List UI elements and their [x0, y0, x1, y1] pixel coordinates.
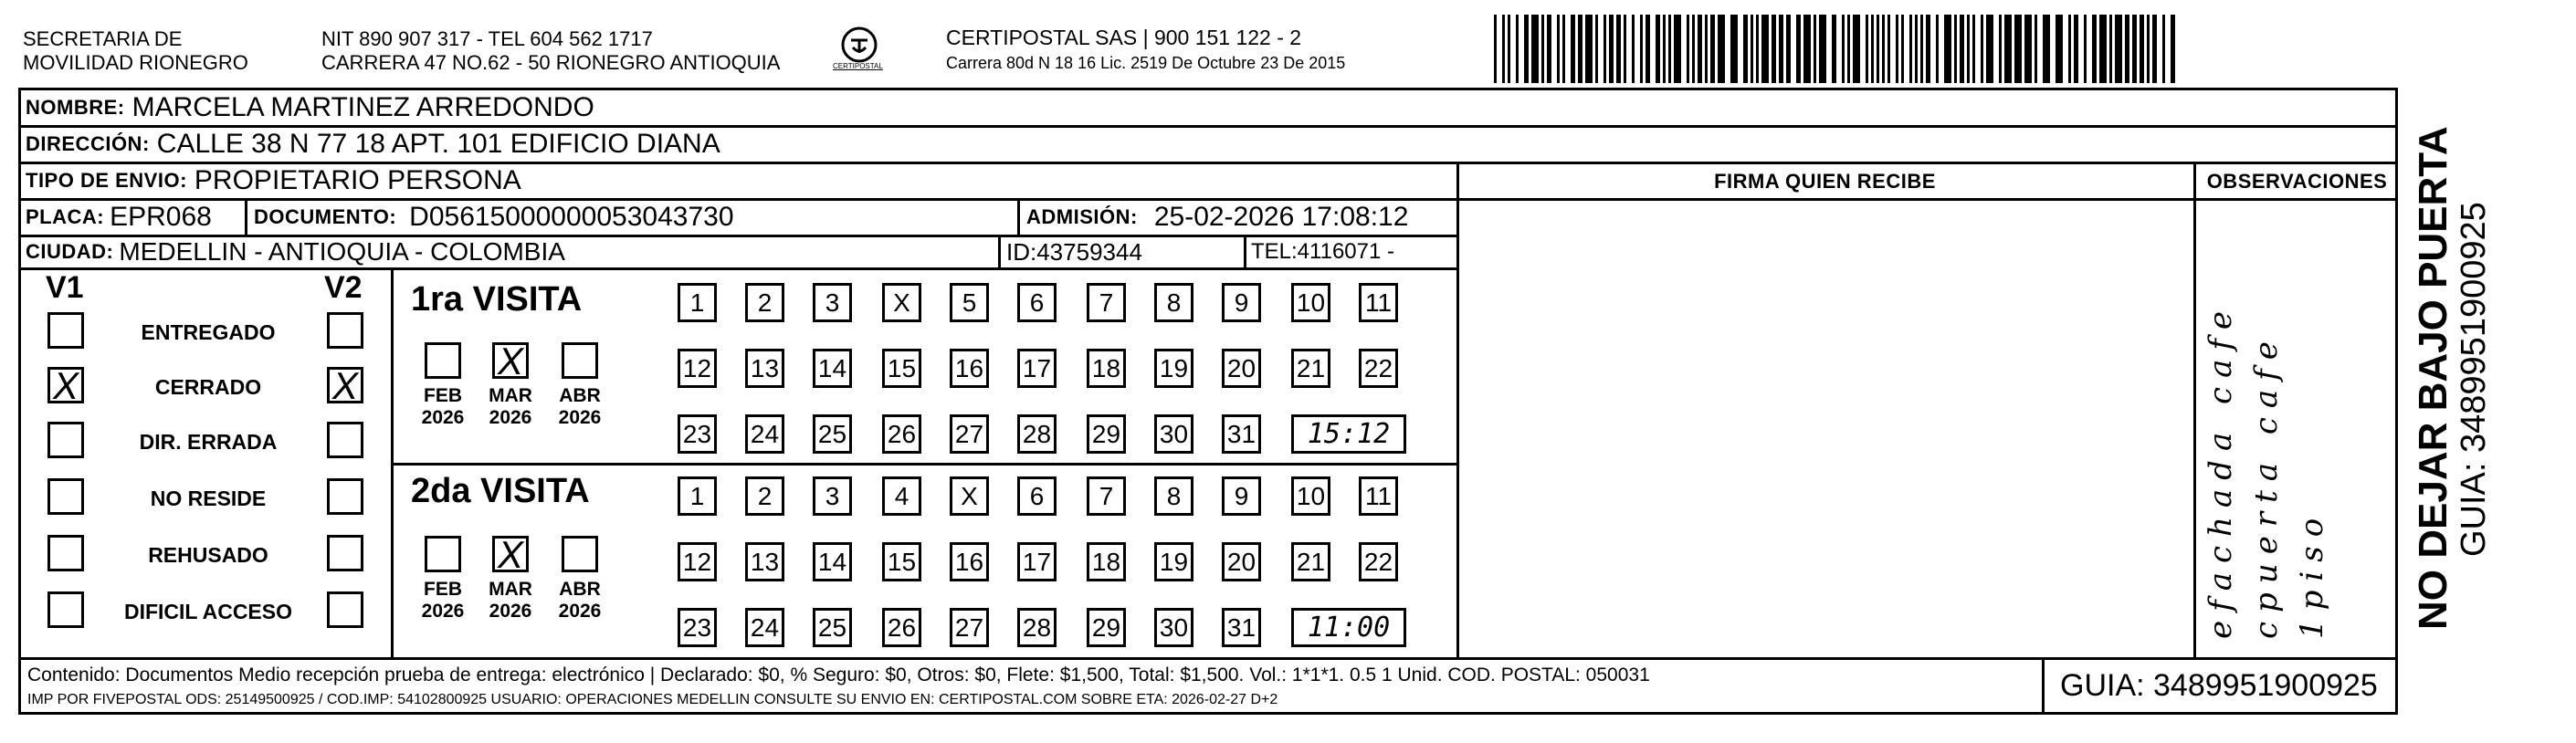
- second-visit-day-box: 2: [745, 476, 784, 516]
- v1-status-checkbox: X: [47, 367, 84, 403]
- first-visit-time-box: 15:12: [1291, 414, 1406, 454]
- barcode-bar: [1508, 15, 1510, 83]
- tel-value: TEL:4116071 -: [1251, 239, 1394, 264]
- barcode-bar: [2140, 15, 2144, 83]
- barcode-bar: [1562, 15, 1565, 83]
- barcode-bar: [1796, 15, 1801, 83]
- barcode-bar: [2147, 15, 2150, 83]
- first-visit-day-box: 13: [745, 349, 784, 388]
- second-visit-day-box: 6: [1017, 476, 1057, 516]
- carrier-name: CERTIPOSTAL SAS | 900 151 122 - 2: [946, 26, 1302, 49]
- second-visit-day-box: 14: [813, 542, 852, 581]
- first-visit-month-year: 2026: [421, 407, 465, 428]
- certipostal-logo-text: CERTIPOSTAL: [833, 62, 883, 70]
- v2-label: V2: [324, 270, 363, 305]
- tipo-value: PROPIETARIO PERSONA: [194, 165, 521, 195]
- barcode-bar: [1502, 15, 1505, 83]
- barcode-bar: [1743, 15, 1748, 83]
- ciudad-value: MEDELLIN - ANTIOQUIA - COLOMBIA: [119, 237, 565, 266]
- second-visit-month-year: 2026: [421, 601, 465, 622]
- barcode-bar: [1960, 15, 1964, 83]
- v2-status-checkbox: [327, 591, 363, 628]
- second-visit-day-box: 10: [1291, 476, 1330, 516]
- first-visit-day-box: 12: [678, 349, 717, 388]
- first-visit-month-name: FEB: [424, 385, 462, 406]
- barcode-bar: [1603, 15, 1606, 83]
- footer-imp: IMP POR FIVEPOSTAL ODS: 25149500925 / COD.IMP: 54102800925 USUARIO: OPERACIONES MEDELLIN CONSULTE SU ENVIO EN: CERTIPOSTAL.COM SOBRE ETA: 2026-02-27 D+2: [27, 692, 1278, 707]
- second-visit-day-box: 26: [882, 608, 921, 647]
- first-visit-day-box: 7: [1087, 283, 1126, 322]
- first-visit-day-box: 29: [1087, 414, 1126, 454]
- admision-label: ADMISIÓN:: [1026, 205, 1138, 228]
- first-visit-day-box: 30: [1154, 414, 1193, 454]
- v2-status-checkbox: [327, 478, 363, 515]
- second-visit-day-box: 24: [745, 608, 784, 647]
- v2-status-checkbox: X: [327, 367, 363, 403]
- sender-contact: [321, 27, 780, 75]
- second-visit-day-box: 15: [882, 542, 921, 581]
- barcode-bar: [1920, 15, 1923, 83]
- nombre-value: MARCELA MARTINEZ ARREDONDO: [131, 92, 594, 122]
- barcode-bar: [2074, 15, 2078, 83]
- v2-status-checkbox: [327, 535, 363, 571]
- observation-note: cpuerta cafe: [2248, 332, 2285, 639]
- barcode-bar: [2056, 15, 2063, 83]
- barcode-bar: [1944, 15, 1951, 83]
- id-row: [1006, 236, 1142, 267]
- direccion-value: CALLE 38 N 77 18 APT. 101 EDIFICIO DIANA: [156, 129, 720, 159]
- barcode-bar: [1832, 15, 1836, 83]
- status-label: ENTREGADO: [141, 320, 276, 344]
- nombre-label: NOMBRE:: [26, 96, 125, 119]
- second-visit-day-box: 30: [1154, 608, 1193, 647]
- first-visit-day-box: 16: [950, 349, 989, 388]
- barcode-bar: [2125, 15, 2129, 83]
- status-label: DIFICIL ACCESO: [123, 600, 292, 623]
- barcode-bar: [1981, 15, 1983, 83]
- first-visit-day-box: 21: [1291, 349, 1330, 388]
- barcode-bar: [2132, 15, 2137, 83]
- barcode-bar: [1632, 15, 1635, 83]
- first-visit-day-box: 23: [678, 414, 717, 454]
- first-visit-day-box: X: [882, 283, 921, 322]
- first-visit-day-box: 1: [678, 283, 717, 322]
- barcode-bar: [1718, 15, 1725, 83]
- first-visit-day-box: 24: [745, 414, 784, 454]
- side-guia: GUIA: 3489951900925: [2455, 202, 2493, 557]
- second-visit-day-box: 21: [1291, 542, 1330, 581]
- barcode-bar: [1585, 15, 1593, 83]
- barcode-bar: [1901, 15, 1904, 83]
- barcode-bar: [2099, 15, 2107, 83]
- barcode-bar: [1909, 15, 1912, 83]
- barcode-bar: [1842, 15, 1845, 83]
- barcode-bar: [1547, 15, 1551, 83]
- barcode-bar: [2162, 15, 2165, 83]
- v1-status-checkbox: [47, 478, 84, 515]
- first-visit-day-box: 27: [950, 414, 989, 454]
- status-label: NO RESIDE: [150, 487, 267, 510]
- second-visit-month-name: ABR: [559, 579, 601, 600]
- barcode-bar: [1674, 15, 1681, 83]
- barcode-bar: [1847, 15, 1850, 83]
- barcode-bar: [1668, 15, 1671, 83]
- v1-status-checkbox: [47, 422, 84, 458]
- v1-status-checkbox: [47, 312, 84, 349]
- barcode: [1494, 15, 2179, 83]
- first-visit-day-box: 8: [1154, 283, 1193, 322]
- barcode-bar: [1999, 15, 2002, 83]
- barcode-bar: [1915, 15, 1918, 83]
- first-visit-day-box: 31: [1222, 414, 1261, 454]
- barcode-bar: [2115, 15, 2122, 83]
- barcode-bar: [2084, 15, 2087, 83]
- first-visit-day-box: 6: [1017, 283, 1057, 322]
- barcode-bar: [1609, 15, 1614, 83]
- v1-label: V1: [46, 270, 84, 305]
- barcode-bar: [1887, 15, 1890, 83]
- second-visit-day-box: 17: [1017, 542, 1057, 581]
- barcode-bar: [1624, 15, 1626, 83]
- barcode-bar: [1692, 15, 1695, 83]
- second-visit-month-checkbox: X: [492, 536, 529, 572]
- sender-line1: SECRETARIA DE: [23, 27, 183, 50]
- placa-row: [26, 200, 212, 235]
- barcode-bar: [2035, 15, 2037, 83]
- second-visit-day-box: 25: [813, 608, 852, 647]
- barcode-bar: [2092, 15, 2097, 83]
- second-visit-day-box: 11: [1359, 476, 1398, 516]
- observation-note: efachada cafe: [2203, 301, 2239, 639]
- barcode-bar: [2068, 15, 2071, 83]
- barcode-bar: [1882, 15, 1885, 83]
- barcode-bar: [2004, 15, 2012, 83]
- barcode-bar: [1877, 15, 1879, 83]
- tipo-row: [26, 163, 521, 198]
- first-visit-title: 1ra VISITA: [411, 280, 583, 319]
- barcode-bar: [1751, 15, 1753, 83]
- barcode-bar: [1814, 15, 1816, 83]
- sender-name: [23, 27, 248, 75]
- certipostal-logo-icon: [840, 26, 878, 64]
- barcode-bar: [1896, 15, 1898, 83]
- first-visit-day-box: 17: [1017, 349, 1057, 388]
- barcode-bar: [1516, 15, 1519, 83]
- ciudad-row: [26, 236, 565, 267]
- second-visit-day-box: 4: [882, 476, 921, 516]
- firma-header: FIRMA QUIEN RECIBE: [1714, 170, 1936, 193]
- second-visit-day-box: 9: [1222, 476, 1261, 516]
- id-value: ID:43759344: [1006, 237, 1142, 266]
- first-visit-day-box: 9: [1222, 283, 1261, 322]
- barcode-bar: [1819, 15, 1826, 83]
- first-visit-day-box: 15: [882, 349, 921, 388]
- tel-row: [1251, 236, 1394, 267]
- first-visit-day-box: 19: [1154, 349, 1193, 388]
- status-label: DIR. ERRADA: [139, 430, 278, 454]
- placa-value: EPR068: [110, 202, 212, 232]
- observation-note: 1piso: [2294, 508, 2330, 639]
- second-visit-month-name: FEB: [424, 579, 462, 600]
- second-visit-day-box: X: [950, 476, 989, 516]
- barcode-bar: [1524, 15, 1529, 83]
- first-visit-day-box: 10: [1291, 283, 1330, 322]
- status-label: REHUSADO: [148, 543, 268, 567]
- second-visit-day-box: 12: [678, 542, 717, 581]
- v2-status-checkbox: [327, 312, 363, 349]
- second-visit-time-box: 11:00: [1291, 608, 1406, 647]
- second-visit-day-box: 27: [950, 608, 989, 647]
- second-visit-month-checkbox: [562, 536, 598, 572]
- tipo-label: TIPO DE ENVIO:: [26, 169, 187, 192]
- barcode-bar: [2109, 15, 2112, 83]
- documento-label: DOCUMENTO:: [254, 205, 397, 228]
- barcode-bar: [1986, 15, 1993, 83]
- second-visit-day-box: 31: [1222, 608, 1261, 647]
- first-visit-day-box: 5: [950, 283, 989, 322]
- footer-contenido: Contenido: Documentos Medio recepción prueba de entrega: electrónico | Declarado: $0, % Seguro: $0, Otros: $0, Flete: $1,500, Total: $1,500. Vol.: 1*1*1. 0.5 1 Unid. COD. POSTAL: 050031: [27, 665, 1650, 685]
- footer-guia: GUIA: 3489951900925: [2060, 668, 2378, 703]
- first-visit-month-checkbox: X: [492, 342, 529, 379]
- carrier-license: Carrera 80d N 18 16 Lic. 2519 De Octubre 23 De 2015: [946, 54, 1346, 72]
- nombre-row: [26, 90, 594, 125]
- first-visit-day-box: 25: [813, 414, 852, 454]
- barcode-bar: [1853, 15, 1860, 83]
- barcode-bar: [1786, 15, 1791, 83]
- second-visit-day-box: 23: [678, 608, 717, 647]
- barcode-bar: [1972, 15, 1975, 83]
- placa-label: PLACA:: [26, 205, 105, 228]
- status-label: CERRADO: [154, 375, 262, 399]
- barcode-bar: [2043, 15, 2050, 83]
- second-visit-day-box: 8: [1154, 476, 1193, 516]
- admision-value: 25-02-2026 17:08:12: [1153, 202, 1409, 232]
- barcode-bar: [1656, 15, 1660, 83]
- second-visit-day-box: 7: [1087, 476, 1126, 516]
- no-dejar-notice: NO DEJAR BAJO PUERTA: [2411, 126, 2455, 630]
- documento-row: [254, 200, 734, 235]
- second-visit-day-box: 19: [1154, 542, 1193, 581]
- first-visit-month-year: 2026: [489, 407, 532, 428]
- barcode-bar: [2152, 15, 2157, 83]
- barcode-bar: [1687, 15, 1689, 83]
- barcode-bar: [1698, 15, 1702, 83]
- first-visit-month-name: MAR: [489, 385, 532, 406]
- barcode-bar: [1967, 15, 1970, 83]
- first-visit-day-box: 2: [745, 283, 784, 322]
- second-visit-day-box: 16: [950, 542, 989, 581]
- second-visit-day-box: 3: [813, 476, 852, 516]
- first-visit-month-year: 2026: [558, 407, 602, 428]
- barcode-bar: [1571, 15, 1575, 83]
- barcode-bar: [1640, 15, 1643, 83]
- barcode-bar: [1756, 15, 1759, 83]
- second-visit-month-checkbox: [425, 536, 461, 572]
- barcode-bar: [1557, 15, 1560, 83]
- second-visit-day-box: 13: [745, 542, 784, 581]
- barcode-bar: [1595, 15, 1598, 83]
- barcode-bar: [1779, 15, 1783, 83]
- first-visit-day-box: 14: [813, 349, 852, 388]
- certipostal-logo: [840, 26, 878, 64]
- barcode-bar: [1541, 15, 1544, 83]
- first-visit-day-box: 18: [1087, 349, 1126, 388]
- direccion-label: DIRECCIÓN:: [26, 132, 150, 155]
- v1-status-checkbox: [47, 591, 84, 628]
- first-visit-month-checkbox: [425, 342, 461, 379]
- barcode-bar: [1803, 15, 1811, 83]
- barcode-bar: [1926, 15, 1930, 83]
- second-visit-month-name: MAR: [489, 579, 532, 600]
- second-visit-day-box: 28: [1017, 608, 1057, 647]
- barcode-bar: [1705, 15, 1708, 83]
- second-visit-day-box: 1: [678, 476, 717, 516]
- sender-line2: MOVILIDAD RIONEGRO: [23, 51, 248, 74]
- barcode-bar: [1730, 15, 1738, 83]
- barcode-bar: [2024, 15, 2032, 83]
- barcode-bar: [1866, 15, 1868, 83]
- first-visit-month-checkbox: [562, 342, 598, 379]
- sender-address: CARRERA 47 NO.62 - 50 RIONEGRO ANTIOQUIA: [321, 51, 781, 74]
- second-visit-day-box: 29: [1087, 608, 1126, 647]
- first-visit-day-box: 3: [813, 283, 852, 322]
- barcode-bar: [1645, 15, 1650, 83]
- barcode-bar: [1710, 15, 1715, 83]
- first-visit-day-box: 22: [1359, 349, 1398, 388]
- observaciones-header: OBSERVACIONES: [2206, 170, 2388, 193]
- v1-status-checkbox: [47, 535, 84, 571]
- barcode-bar: [1936, 15, 1939, 83]
- barcode-bar: [1578, 15, 1582, 83]
- first-visit-day-box: 28: [1017, 414, 1057, 454]
- first-visit-day-box: 20: [1222, 349, 1261, 388]
- second-visit-month-year: 2026: [558, 601, 602, 622]
- admision-row: [1026, 200, 1408, 235]
- direccion-row: [26, 127, 720, 162]
- second-visit-title: 2da VISITA: [411, 472, 590, 510]
- barcode-bar: [1531, 15, 1539, 83]
- barcode-bar: [2171, 15, 2175, 83]
- documento-value: D05615000000053043730: [409, 202, 734, 232]
- barcode-bar: [1772, 15, 1776, 83]
- first-visit-day-box: 11: [1359, 283, 1398, 322]
- second-visit-month-year: 2026: [489, 601, 532, 622]
- barcode-bar: [1663, 15, 1666, 83]
- second-visit-day-box: 20: [1222, 542, 1261, 581]
- barcode-bar: [1871, 15, 1874, 83]
- barcode-bar: [1616, 15, 1621, 83]
- barcode-bar: [2014, 15, 2022, 83]
- sender-nit: NIT 890 907 317 - TEL 604 562 1717: [321, 27, 653, 50]
- v2-status-checkbox: [327, 422, 363, 458]
- ciudad-label: CIUDAD:: [26, 240, 114, 263]
- barcode-bar: [1761, 15, 1769, 83]
- first-visit-day-box: 26: [882, 414, 921, 454]
- second-visit-day-box: 18: [1087, 542, 1126, 581]
- second-visit-day-box: 22: [1359, 542, 1398, 581]
- first-visit-month-name: ABR: [559, 385, 601, 406]
- barcode-bar: [1954, 15, 1957, 83]
- barcode-bar: [1494, 15, 1497, 83]
